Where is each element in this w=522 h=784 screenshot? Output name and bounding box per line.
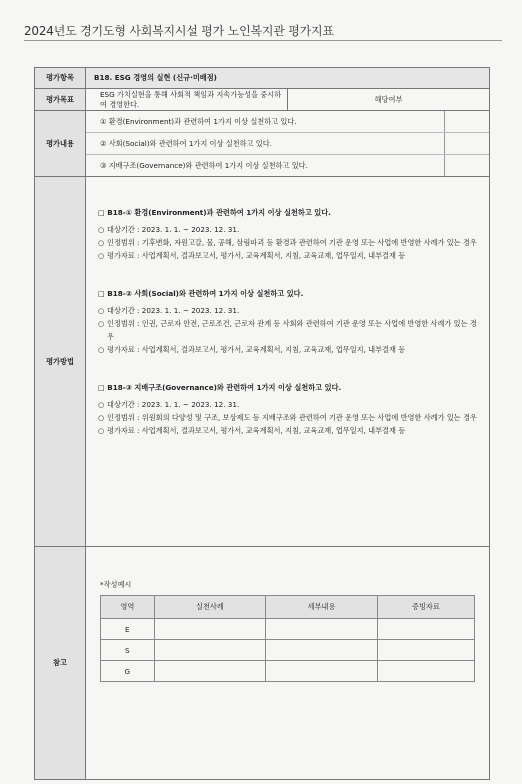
method-period: 대상기간 : 2023. 1. 1. ~ 2023. 12. 31. [107, 400, 240, 409]
bullet-mark: ○ [98, 238, 105, 247]
example-cell[interactable] [154, 640, 266, 661]
example-col-header: 세부내용 [266, 596, 378, 619]
label-goal: 평가목표 [35, 89, 86, 111]
example-cell[interactable] [377, 661, 474, 682]
content-check-cell[interactable] [444, 155, 489, 176]
example-cell[interactable] [377, 640, 474, 661]
method-block [98, 288, 479, 356]
method-scope: 인정범위 : 인권, 근로자 안전, 근로조건, 근로자 관계 등 사회와 관련하여 기관 운영 또는 사업에 반영한 사례가 있는 경우 [107, 319, 477, 341]
example-row [101, 619, 475, 640]
method-materials: 평가자료 : 사업계획서, 결과보고서, 평가서, 교육계획서, 지침, 교육교재, 업무일지, 내부결재 등 [107, 251, 406, 260]
example-col-header: 실천사례 [154, 596, 266, 619]
bullet-mark: ○ [98, 426, 105, 435]
method-materials: 평가자료 : 사업계획서, 결과보고서, 평가서, 교육계획서, 지침, 교육교재, 업무일지, 내부결재 등 [107, 426, 406, 435]
example-col-header: 영역 [101, 596, 155, 619]
method-block [98, 207, 479, 262]
method-content [86, 177, 490, 547]
method-block [98, 382, 479, 437]
content-item: ③ 지배구조(Governance)와 관련하여 1가지 이상 실천하고 있다. [100, 160, 308, 170]
goal-text: ESG 가치실현을 통해 사회적 책임과 지속가능성을 중시하여 경영한다. [86, 89, 288, 111]
method-block-title: □ B18-③ 지배구조(Governance)와 관련하여 1가지 이상 실천하고 있다. [98, 383, 342, 392]
evaluation-table [34, 67, 490, 780]
content-row [86, 111, 489, 133]
example-area-code: S [101, 640, 155, 661]
example-area-code: E [101, 619, 155, 640]
method-scope: 인정범위 : 위원회의 다양성 및 구조, 보상제도 등 지배구조와 관련하여 기관 운영 또는 사업에 반영한 사례가 있는 경우 [107, 413, 477, 422]
content-row [86, 133, 489, 155]
goal-status-header: 해당여부 [288, 89, 490, 111]
bullet-mark: ○ [98, 345, 105, 354]
reference-content [86, 547, 490, 780]
example-cell[interactable] [266, 661, 378, 682]
example-col-header: 증빙자료 [377, 596, 474, 619]
content-item: ② 사회(Social)와 관련하여 1가지 이상 실천하고 있다. [100, 138, 272, 148]
example-cell[interactable] [266, 640, 378, 661]
example-row [101, 661, 475, 682]
example-cell[interactable] [377, 619, 474, 640]
example-row [101, 640, 475, 661]
example-cell[interactable] [154, 661, 266, 682]
bullet-mark: ○ [98, 251, 105, 260]
bullet-mark: ○ [98, 400, 105, 409]
content-item: ① 환경(Environment)과 관련하여 1가지 이상 실천하고 있다. [100, 116, 297, 126]
content-row [86, 155, 489, 176]
example-table [100, 595, 475, 682]
bullet-mark: ○ [98, 225, 105, 234]
example-cell[interactable] [266, 619, 378, 640]
method-scope: 인정범위 : 기후변화, 자원고갈, 물, 공해, 삼림파괴 등 환경과 관련하여 기관 운영 또는 사업에 반영한 사례가 있는 경우 [107, 238, 477, 247]
bullet-mark: ○ [98, 413, 105, 422]
label-method: 평가방법 [35, 177, 86, 547]
bullet-mark: ○ [98, 319, 105, 328]
item-title: B18. ESG 경영의 실현 (신규·미배점) [86, 68, 490, 89]
label-content: 평가내용 [35, 111, 86, 177]
method-materials: 평가자료 : 사업계획서, 결과보고서, 평가서, 교육계획서, 지침, 교육교재, 업무일지, 내부결재 등 [107, 345, 406, 354]
example-cell[interactable] [154, 619, 266, 640]
content-check-cell[interactable] [444, 111, 489, 132]
method-block-title: □ B18-② 사회(Social)와 관련하여 1가지 이상 실천하고 있다. [98, 289, 304, 298]
page-header-title: 2024년도 경기도형 사회복지시설 평가 노인복지관 평가지표 [24, 24, 334, 38]
example-area-code: G [101, 661, 155, 682]
method-block-title: □ B18-① 환경(Environment)과 관련하여 1가지 이상 실천하고 있다. [98, 208, 331, 217]
reference-caption: *작성예시 [100, 580, 132, 589]
label-reference: 참고 [35, 547, 86, 780]
method-period: 대상기간 : 2023. 1. 1. ~ 2023. 12. 31. [107, 225, 240, 234]
method-period: 대상기간 : 2023. 1. 1. ~ 2023. 12. 31. [107, 306, 240, 315]
header-divider [24, 40, 502, 41]
bullet-mark: ○ [98, 306, 105, 315]
content-check-cell[interactable] [444, 133, 489, 154]
content-list [86, 111, 490, 177]
label-item: 평가항목 [35, 68, 86, 89]
